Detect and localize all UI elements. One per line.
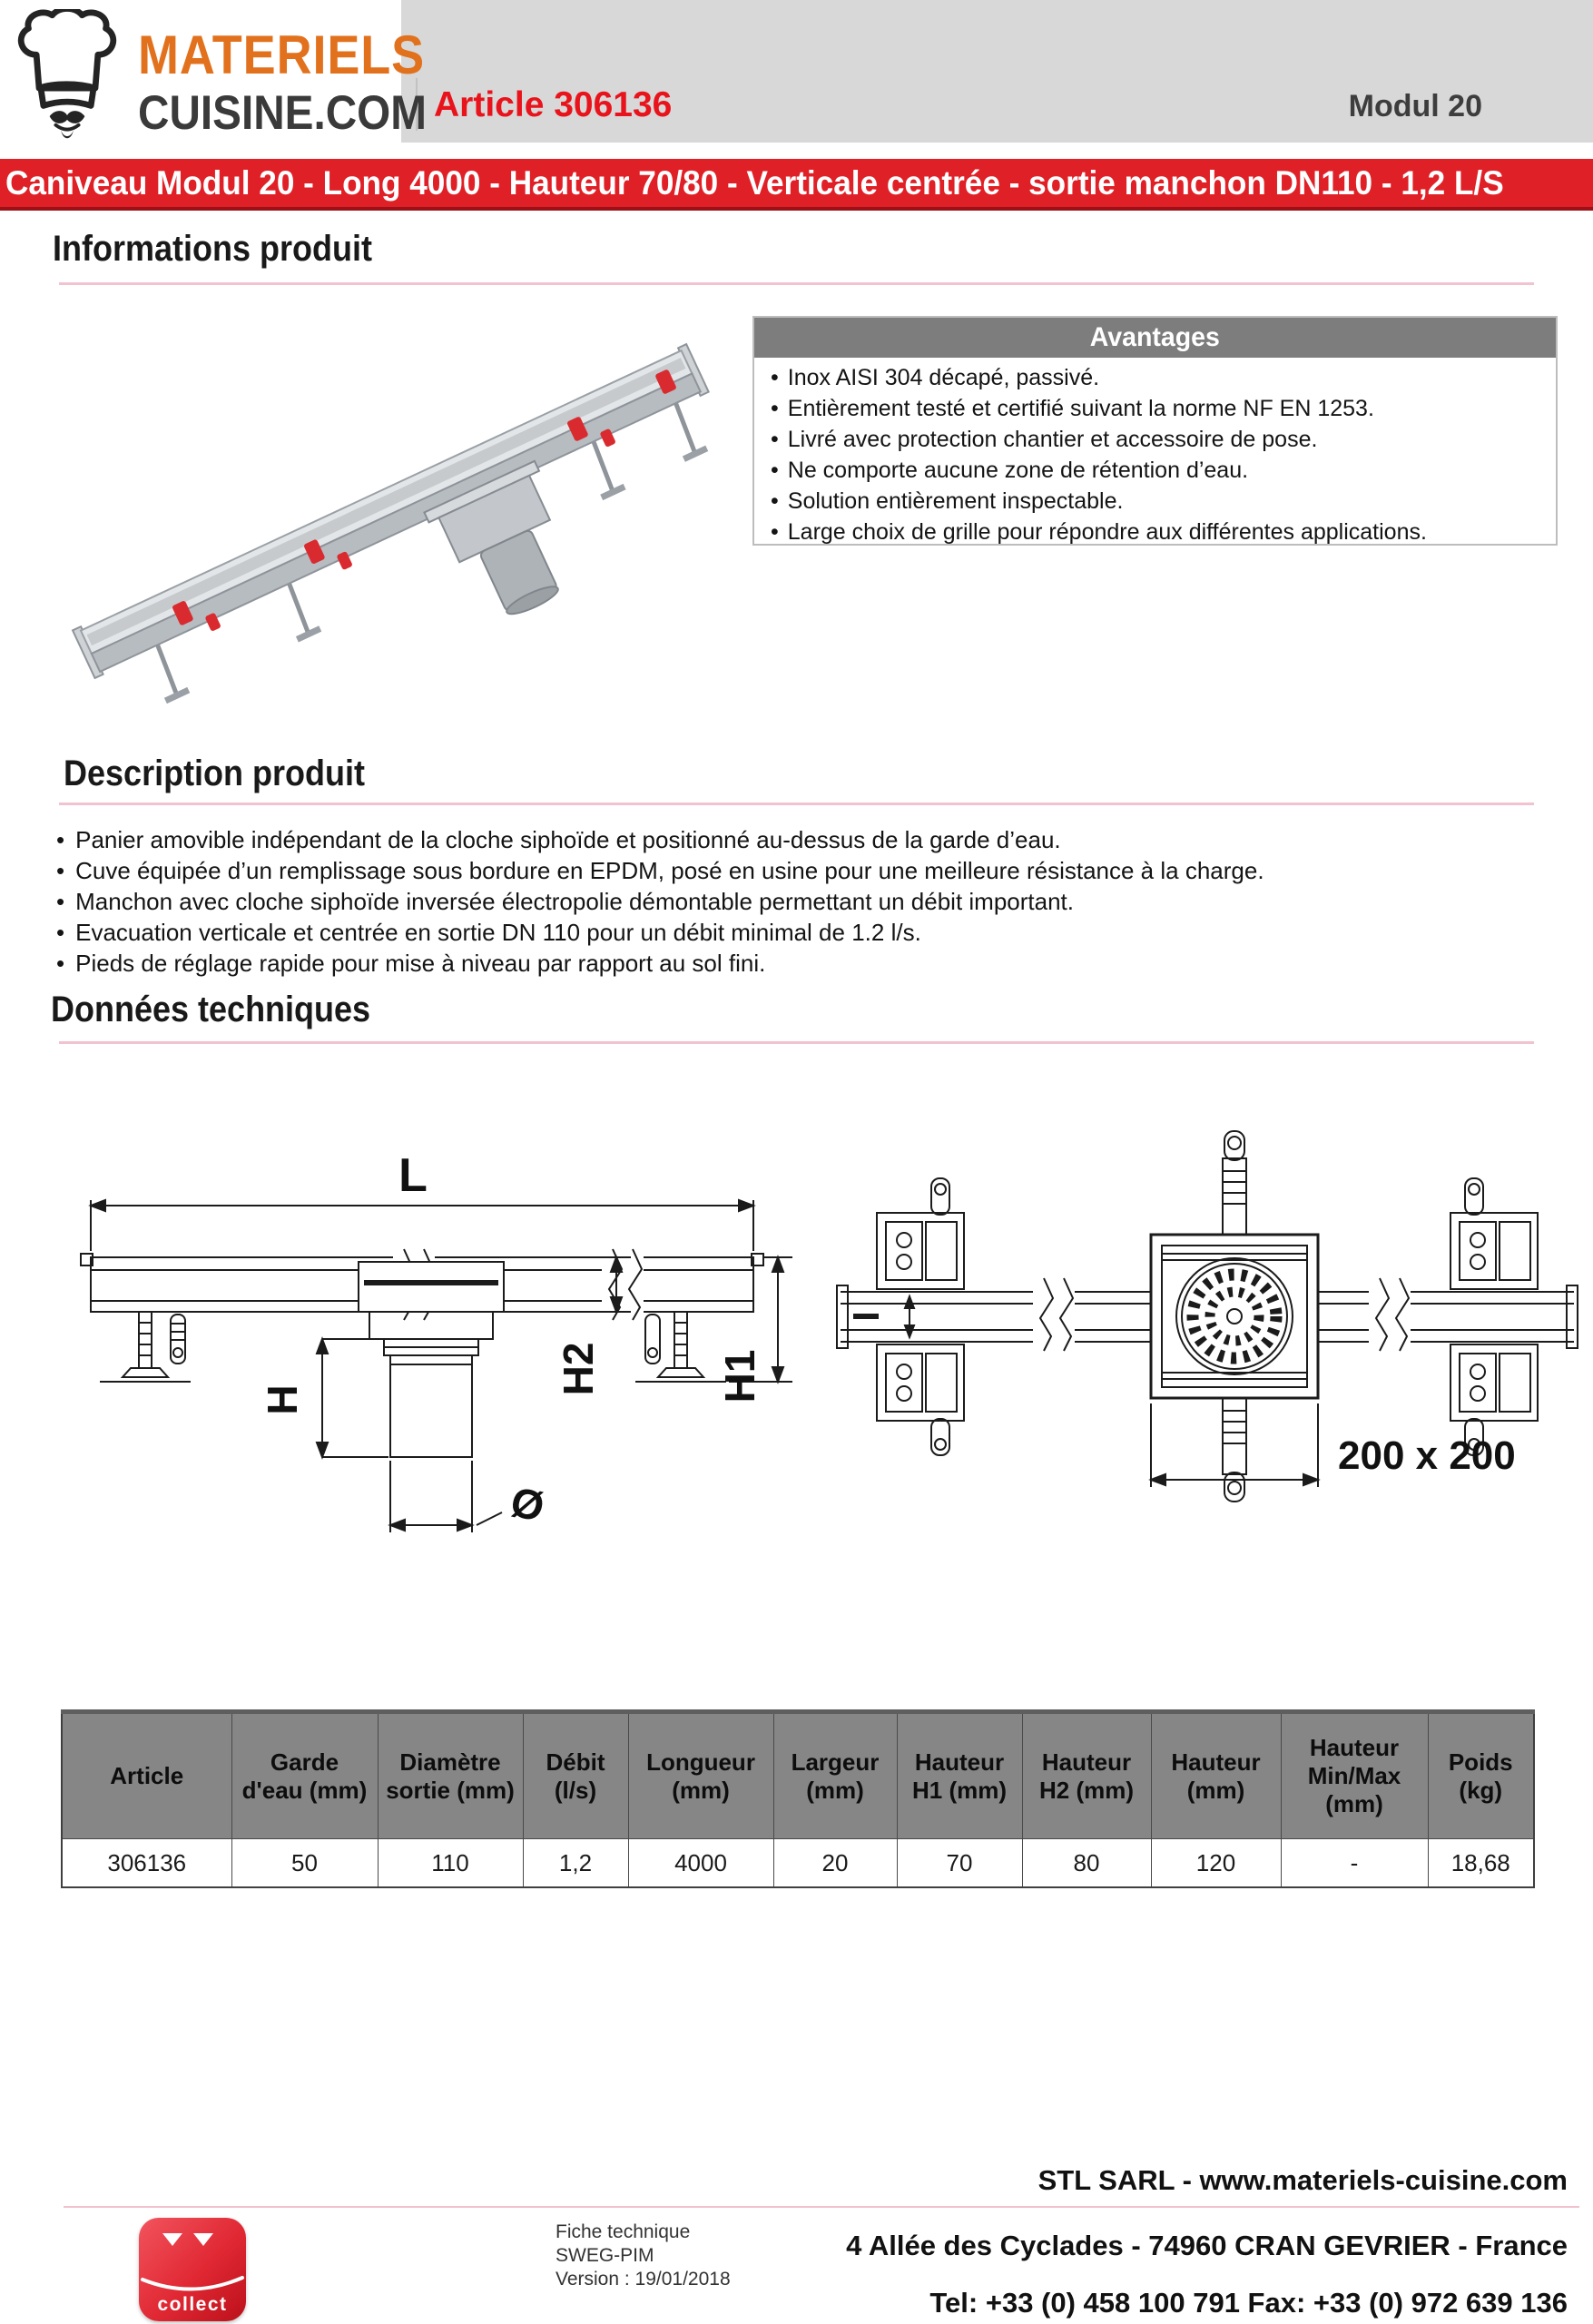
dim-label-H: H [259, 1384, 306, 1415]
product-photo [45, 309, 744, 732]
dim-label-H2: H2 [555, 1342, 602, 1396]
advantage-item: • Ne comporte aucune zone de rétention d’eau. [771, 455, 1547, 486]
logo-text-materiels: MATERIELS [138, 25, 426, 85]
cell-hauteur: 120 [1151, 1839, 1281, 1888]
cell-poids: 18,68 [1428, 1839, 1534, 1888]
description-item: • Panier amovible indépendant de la cloche siphoïde et positionné au-dessus de la garde d’eau. [56, 824, 1264, 855]
col-debit: Débit (l/s) [523, 1712, 628, 1839]
footer-contact: Tel: +33 (0) 458 100 791 Fax: +33 (0) 972 639 136 [929, 2287, 1568, 2319]
description-item: • Cuve équipée d’un remplissage sous bordure en EPDM, posé en usine pour une meilleure résistance à la charge. [56, 855, 1264, 886]
description-item: • Manchon avec cloche siphoïde inversée électropolie démontable permettant un débit important. [56, 886, 1264, 917]
model-label: Modul 20 [1348, 89, 1482, 123]
product-title-text: Caniveau Modul 20 - Long 4000 - Hauteur 70/80 - Verticale centrée - sortie manchon DN110 - 1,2 L/S [5, 163, 1504, 202]
section-divider [59, 282, 1534, 285]
col-garde-eau: Garde d'eau (mm) [231, 1712, 378, 1839]
table-row [62, 1839, 1534, 1888]
collect-arrow-icon [162, 2233, 182, 2246]
col-hauteur-h1: Hauteur H1 (mm) [897, 1712, 1022, 1839]
article-number-label: Article 306136 [434, 85, 673, 124]
advantages-list [754, 362, 1556, 547]
collect-label: collect [157, 2294, 228, 2315]
advantage-item: • Entièrement testé et certifié suivant la norme NF EN 1253. [771, 393, 1547, 424]
advantage-item: • Inox AISI 304 décapé, passivé. [771, 362, 1547, 393]
section-divider [59, 803, 1534, 805]
footer-address: 4 Allée des Cyclades - 74960 CRAN GEVRIER - France [846, 2230, 1568, 2261]
cell-garde-eau: 50 [231, 1839, 378, 1888]
cell-largeur: 20 [773, 1839, 897, 1888]
cell-diametre-sortie: 110 [378, 1839, 523, 1888]
cell-longueur: 4000 [628, 1839, 773, 1888]
collect-logo [139, 2218, 246, 2321]
advantage-item: • Solution entièrement inspectable. [771, 486, 1547, 517]
col-longueur: Longueur (mm) [628, 1712, 773, 1839]
doc-type: Fiche technique [556, 2221, 691, 2242]
technical-drawing-side-view [50, 1126, 812, 1598]
footer-company-line: STL SARL - www.materiels-cuisine.com [1037, 2164, 1568, 2196]
collect-arrow-icon [193, 2233, 213, 2246]
chef-hat-logo-icon [9, 9, 125, 145]
doc-system: SWEG-PIM [556, 2245, 654, 2266]
cell-hauteur-minmax: - [1281, 1839, 1428, 1888]
technical-drawing-top-view [835, 1126, 1579, 1598]
section-title-informations: Informations produit [53, 229, 372, 269]
col-diametre-sortie: Diamètre sortie (mm) [378, 1712, 523, 1839]
dim-label-grate-size: 200 x 200 [1338, 1433, 1516, 1478]
col-hauteur: Hauteur (mm) [1151, 1712, 1281, 1839]
cell-hauteur-h2: 80 [1022, 1839, 1151, 1888]
advantage-item: • Large choix de grille pour répondre aux différentes applications. [771, 517, 1547, 547]
section-title-donnees: Données techniques [51, 990, 371, 1029]
col-poids: Poids (kg) [1428, 1712, 1534, 1839]
cell-debit: 1,2 [523, 1839, 628, 1888]
logo-text-cuisine: CUISINE.COM [138, 86, 428, 140]
table-header-row [62, 1712, 1534, 1839]
cell-hauteur-h1: 70 [897, 1839, 1022, 1888]
advantages-panel [752, 316, 1558, 546]
col-largeur: Largeur (mm) [773, 1712, 897, 1839]
dim-label-H1: H1 [716, 1349, 763, 1403]
col-hauteur-minmax: Hauteur Min/Max (mm) [1281, 1712, 1428, 1839]
doc-version: Version : 19/01/2018 [556, 2269, 731, 2290]
footer-doc-info [556, 2221, 731, 2291]
col-hauteur-h2: Hauteur H2 (mm) [1022, 1712, 1151, 1839]
product-title-banner [0, 159, 1593, 211]
description-item: • Evacuation verticale et centrée en sortie DN 110 pour un débit minimal de 1.2 l/s. [56, 917, 1264, 948]
section-divider [59, 1041, 1534, 1044]
description-list [56, 824, 1264, 979]
technical-data-table [61, 1709, 1535, 1888]
footer-divider [64, 2206, 1579, 2208]
description-item: • Pieds de réglage rapide pour mise à niveau par rapport au sol fini. [56, 948, 1264, 979]
dim-label-diameter: Ø [506, 1477, 549, 1531]
cell-article: 306136 [62, 1839, 231, 1888]
advantage-item: • Livré avec protection chantier et accessoire de pose. [771, 424, 1547, 455]
col-article: Article [62, 1712, 231, 1839]
dim-label-L: L [398, 1149, 428, 1202]
section-title-description: Description produit [64, 753, 366, 793]
advantages-title: Avantages [1089, 322, 1221, 352]
